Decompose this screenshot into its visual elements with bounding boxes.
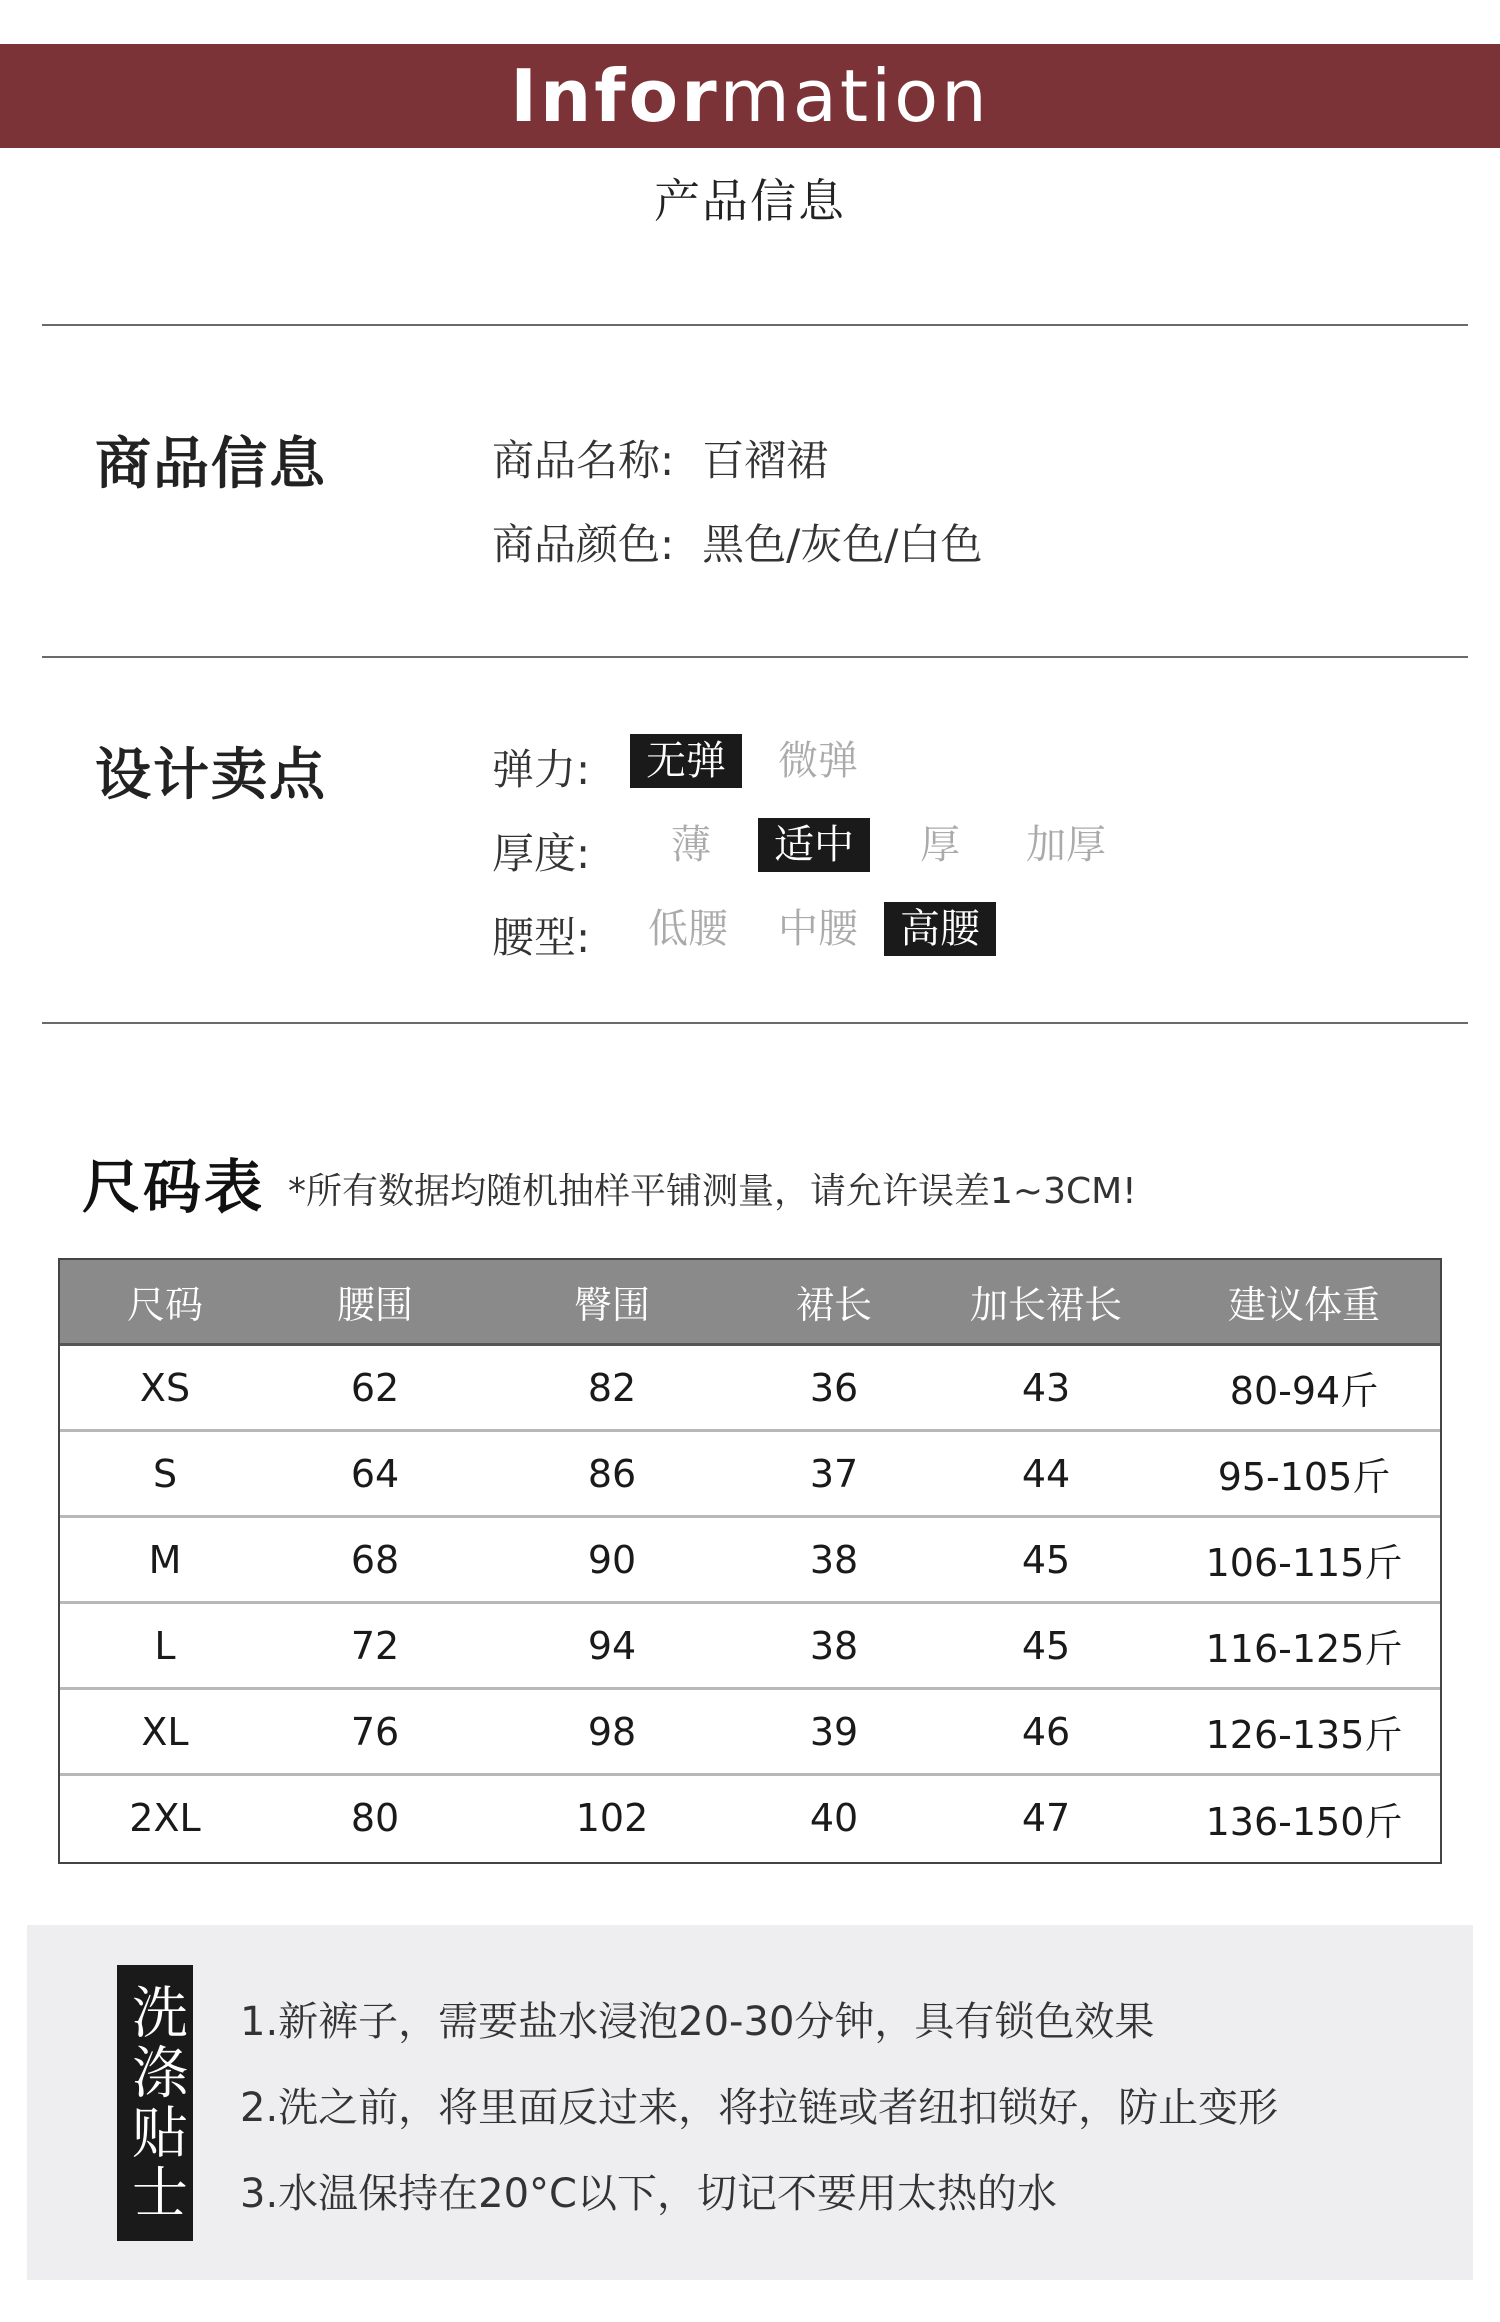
- header-waist: 腰围: [336, 1283, 413, 1327]
- header-long-skirt-length: 加长裙长: [969, 1283, 1122, 1327]
- table-cell: 80-94斤: [1229, 1369, 1379, 1413]
- design-heading: 设计卖点: [95, 743, 327, 808]
- table-cell: 94: [587, 1623, 637, 1668]
- product-name-row: [492, 428, 828, 488]
- waist-option-mid: 中腰: [778, 906, 858, 952]
- table-row: [60, 1604, 1440, 1690]
- header-size: 尺码: [126, 1283, 203, 1327]
- size-chart-heading: 尺码表: [82, 1153, 266, 1221]
- care-tip-3: 3.水温保持在20°C以下，切记不要用太热的水: [240, 2171, 1057, 2217]
- banner-title-light: mation: [719, 54, 990, 138]
- size-table-header: [60, 1260, 1440, 1346]
- table-row: [60, 1518, 1440, 1604]
- table-cell: 38: [809, 1623, 859, 1668]
- table-cell: 68: [350, 1537, 400, 1582]
- table-cell: 76: [350, 1709, 400, 1754]
- table-cell: 95-105斤: [1217, 1455, 1391, 1499]
- table-cell: L: [154, 1623, 176, 1668]
- care-tips-panel: [27, 1925, 1473, 2280]
- page-subtitle: 产品信息: [654, 174, 846, 228]
- elasticity-label: 弹力:: [492, 745, 591, 794]
- table-cell: 106-115斤: [1205, 1541, 1403, 1585]
- care-tips-tag-label: 洗涤贴士: [123, 1983, 188, 2223]
- table-cell: 36: [809, 1365, 859, 1410]
- header-hip: 臀围: [573, 1283, 650, 1327]
- product-color-label: 商品颜色:: [492, 520, 675, 569]
- thickness-option-thick: 厚: [920, 822, 960, 868]
- table-cell: 45: [1021, 1623, 1071, 1668]
- table-row: [60, 1346, 1440, 1432]
- care-tip-2: 2.洗之前，将里面反过来，将拉链或者纽扣锁好，防止变形: [240, 2085, 1279, 2131]
- product-name-label: 商品名称:: [492, 436, 675, 485]
- table-cell: 72: [350, 1623, 400, 1668]
- banner-title: [510, 54, 990, 138]
- care-tip-1: 1.新裤子，需要盐水浸泡20-30分钟，具有锁色效果: [240, 1999, 1155, 2045]
- table-cell: XS: [139, 1365, 191, 1410]
- table-cell: 47: [1021, 1796, 1071, 1840]
- table-cell: S: [152, 1451, 178, 1496]
- table-cell: 98: [587, 1709, 637, 1754]
- table-row: [60, 1432, 1440, 1518]
- table-cell: 37: [809, 1451, 859, 1496]
- table-row: [60, 1690, 1440, 1776]
- product-color-row: [492, 512, 982, 572]
- product-color-value: 黑色/灰色/白色: [702, 520, 983, 569]
- table-row: [60, 1776, 1440, 1860]
- table-cell: 136-150斤: [1205, 1799, 1403, 1844]
- banner-title-bold: Infor: [510, 54, 720, 138]
- table-cell: 43: [1021, 1365, 1071, 1410]
- size-table: [58, 1258, 1442, 1864]
- information-banner: [0, 44, 1500, 148]
- divider: [42, 1022, 1468, 1024]
- table-cell: 64: [350, 1451, 400, 1496]
- table-cell: 38: [809, 1537, 859, 1582]
- thickness-label: 厚度:: [492, 829, 591, 878]
- table-cell: 45: [1021, 1537, 1071, 1582]
- table-cell: 39: [809, 1709, 859, 1754]
- table-cell: 44: [1021, 1451, 1071, 1496]
- thickness-option-extra-thick: 加厚: [1026, 822, 1106, 868]
- divider: [42, 656, 1468, 658]
- product-name-value: 百褶裙: [702, 436, 829, 485]
- table-cell: 90: [587, 1537, 637, 1582]
- elasticity-option-slight: 微弹: [778, 738, 858, 784]
- care-tips-tag: [117, 1965, 193, 2241]
- table-cell: 82: [587, 1365, 637, 1410]
- size-chart-note: *所有数据均随机抽样平铺测量，请允许误差1~3CM!: [288, 1171, 1137, 1212]
- table-cell: 86: [587, 1451, 637, 1496]
- table-cell: 62: [350, 1365, 400, 1410]
- table-cell: M: [148, 1537, 182, 1582]
- table-cell: 46: [1021, 1709, 1071, 1754]
- waist-label: 腰型:: [492, 913, 591, 962]
- divider: [42, 324, 1468, 326]
- table-cell: 2XL: [129, 1796, 201, 1840]
- table-cell: 80: [350, 1796, 400, 1840]
- header-skirt-length: 裙长: [795, 1283, 872, 1327]
- table-cell: 116-125斤: [1205, 1627, 1403, 1671]
- table-cell: 102: [575, 1796, 649, 1840]
- table-cell: XL: [141, 1709, 189, 1754]
- thickness-option-thin: 薄: [671, 822, 711, 868]
- waist-option-high: 高腰: [884, 902, 996, 956]
- thickness-option-medium: 适中: [758, 818, 870, 872]
- table-cell: 126-135斤: [1205, 1713, 1403, 1757]
- header-recommended-weight: 建议体重: [1227, 1283, 1380, 1327]
- table-cell: 40: [809, 1796, 859, 1840]
- elasticity-option-none: 无弹: [630, 734, 742, 788]
- waist-option-low: 低腰: [648, 906, 728, 952]
- product-info-heading: 商品信息: [95, 432, 327, 497]
